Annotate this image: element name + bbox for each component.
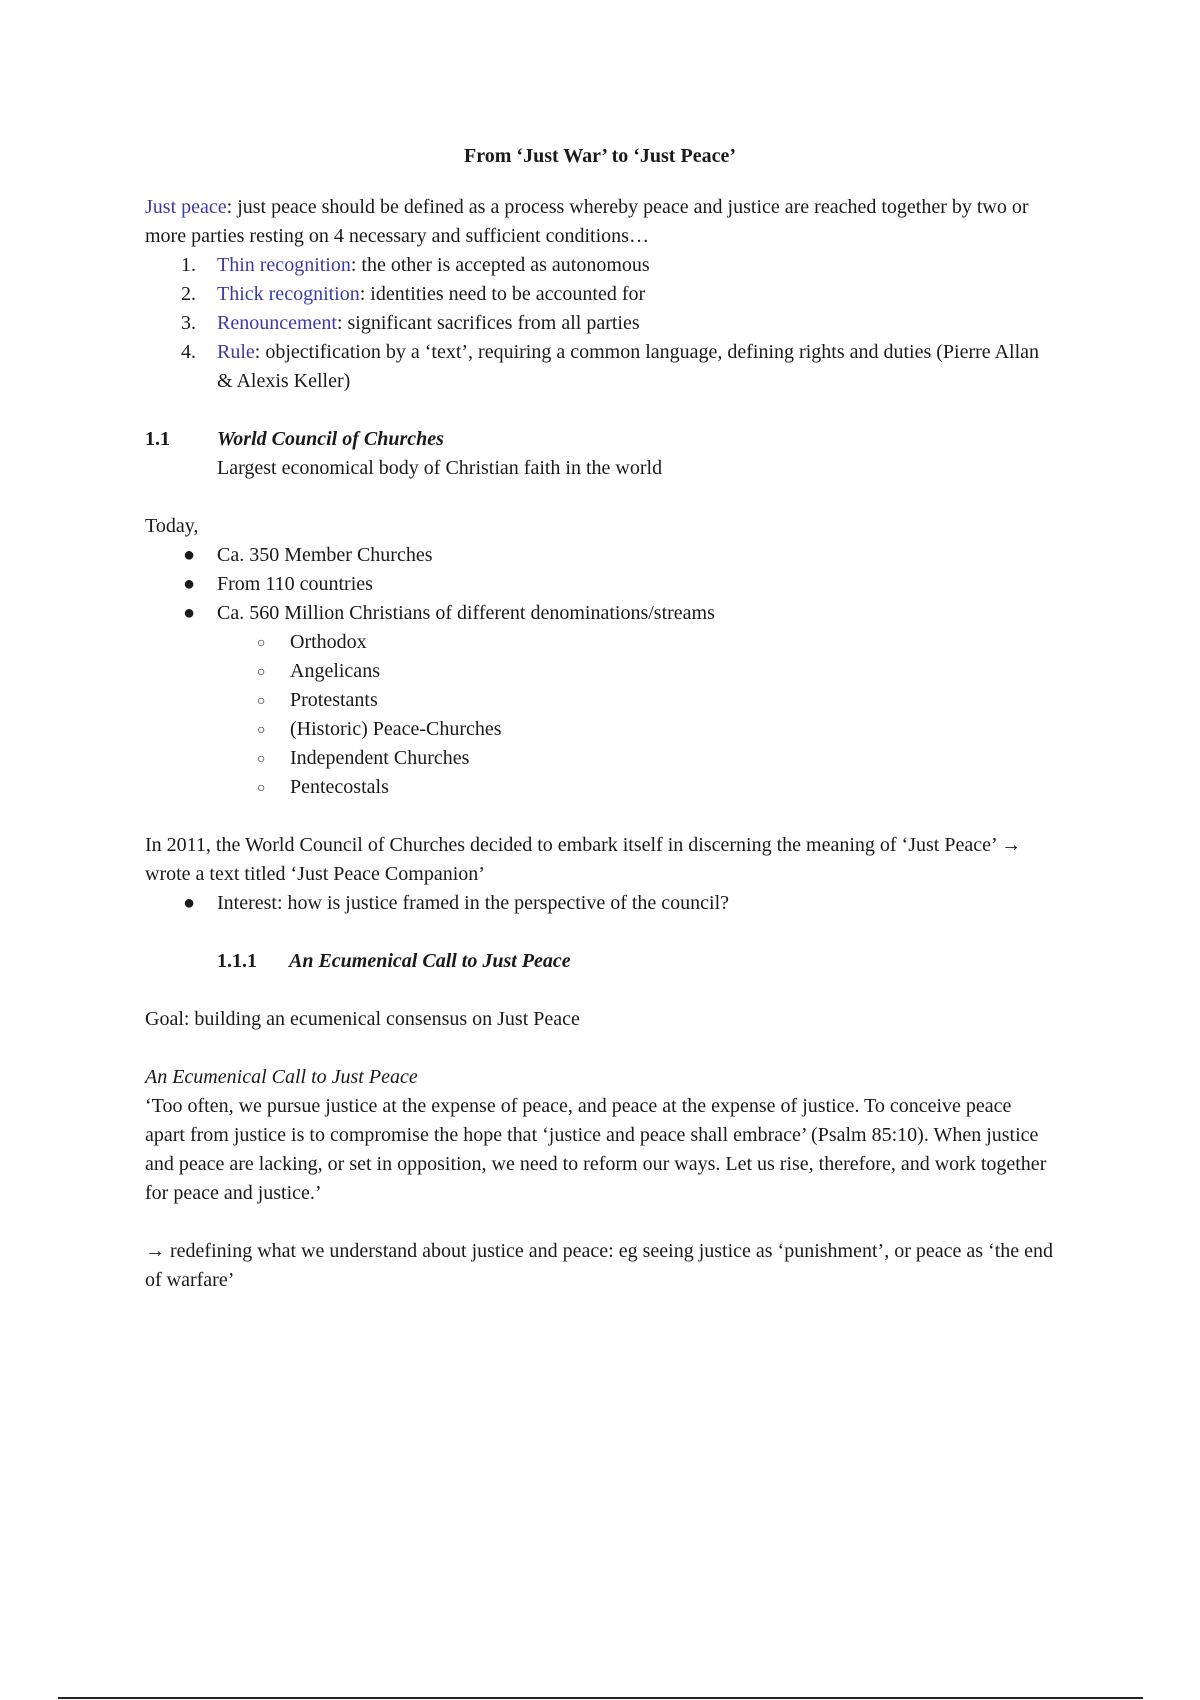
bullet-text: Ca. 350 Member Churches xyxy=(217,544,433,566)
sub-bullet-text: Angelicans xyxy=(290,660,380,682)
bullet-text: From 110 countries xyxy=(217,573,373,595)
footer-divider xyxy=(58,1697,1143,1699)
goal-text: Goal: building an ecumenical consensus on Just Peace xyxy=(145,1008,580,1030)
bullet-icon: ● xyxy=(183,544,196,566)
section-title: An Ecumenical Call to Just Peace xyxy=(289,950,571,972)
denominations-list xyxy=(145,628,1055,802)
definition-term: Just peace xyxy=(145,196,227,218)
bullet-icon: ● xyxy=(183,892,196,914)
list-item xyxy=(145,599,1055,628)
list-item xyxy=(145,338,1055,396)
list-item xyxy=(145,889,1055,918)
bullet-icon: ● xyxy=(183,602,196,624)
bullet-text: Ca. 560 Million Christians of different denominations/streams xyxy=(217,602,715,624)
list-item xyxy=(145,744,1055,773)
list-number: 4. xyxy=(181,341,196,363)
condition-term: Rule xyxy=(217,341,255,363)
list-item xyxy=(145,309,1055,338)
list-item xyxy=(145,280,1055,309)
sub-bullet-text: (Historic) Peace-Churches xyxy=(290,718,502,740)
circle-bullet-icon: ○ xyxy=(257,723,266,738)
list-number: 2. xyxy=(181,283,196,305)
section-number: 1.1 xyxy=(145,428,170,450)
list-number: 3. xyxy=(181,312,196,334)
section-title: World Council of Churches xyxy=(217,428,444,450)
list-item xyxy=(145,657,1055,686)
bullet-icon: ● xyxy=(183,573,196,595)
list-item xyxy=(145,541,1055,570)
circle-bullet-icon: ○ xyxy=(257,781,266,796)
definition-paragraph xyxy=(145,193,1055,251)
condition-text: : identities need to be accounted for xyxy=(359,283,646,305)
sub-bullet-text: Orthodox xyxy=(290,631,367,653)
condition-text: : the other is accepted as autonomous xyxy=(350,254,650,276)
today-bullets xyxy=(145,541,1055,628)
list-item xyxy=(145,628,1055,657)
today-label: Today, xyxy=(145,515,199,537)
list-item xyxy=(145,251,1055,280)
bullet-text: Interest: how is justice framed in the perspective of the council? xyxy=(217,892,730,914)
sub-bullet-text: Independent Churches xyxy=(290,747,470,769)
condition-text: : significant sacrifices from all parties xyxy=(336,312,640,334)
circle-bullet-icon: ○ xyxy=(257,665,266,680)
condition-term: Thick recognition xyxy=(217,283,360,305)
definition-text: : just peace should be defined as a process whereby peace and justice are reached together by two or more parties resting on 4 necessary and sufficient conditions… xyxy=(145,196,1029,247)
list-item xyxy=(145,686,1055,715)
list-item xyxy=(145,773,1055,802)
section-description: Largest economical body of Christian faith in the world xyxy=(217,457,663,479)
list-item xyxy=(145,570,1055,599)
page-title: From ‘Just War’ to ‘Just Peace’ xyxy=(464,145,736,167)
sub-bullet-text: Protestants xyxy=(290,689,378,711)
condition-term: Renouncement xyxy=(217,312,337,334)
section-number: 1.1.1 xyxy=(217,950,257,972)
paragraph-2011: In 2011, the World Council of Churches decided to embark itself in discerning the meaning of ‘Just Peace’ → wrote a text titled ‘Just Peace Companion’ xyxy=(145,834,1022,885)
section-heading-1-1 xyxy=(145,425,1055,454)
circle-bullet-icon: ○ xyxy=(257,752,266,767)
document-page xyxy=(145,142,1055,1295)
interest-list xyxy=(145,889,1055,918)
circle-bullet-icon: ○ xyxy=(257,694,266,709)
conditions-list xyxy=(145,251,1055,396)
list-number: 1. xyxy=(181,254,196,276)
circle-bullet-icon: ○ xyxy=(257,636,266,651)
quote-text: ‘Too often, we pursue justice at the expense of peace, and peace at the expense of justice. To conceive peace apart from justice is to compromise the hope that ‘justice and peace shall embrace’ (Psalm 85:10). When justice and peace are lacking, or set in opposition, we need to reform our ways. Let us rise, therefore, and work together for peace and justice.’ xyxy=(145,1095,1047,1204)
list-item xyxy=(145,715,1055,744)
condition-text: : objectification by a ‘text’, requiring a common language, defining rights and duties (Pierre Allan & Alexis Keller) xyxy=(217,341,1039,392)
condition-term: Thin recognition xyxy=(217,254,351,276)
section-heading-1-1-1 xyxy=(145,947,1055,976)
conclusion-text: → redefining what we understand about justice and peace: eg seeing justice as ‘punishment’, or peace as ‘the end of warfare’ xyxy=(145,1240,1054,1291)
quote-title: An Ecumenical Call to Just Peace xyxy=(145,1066,418,1088)
sub-bullet-text: Pentecostals xyxy=(290,776,389,798)
